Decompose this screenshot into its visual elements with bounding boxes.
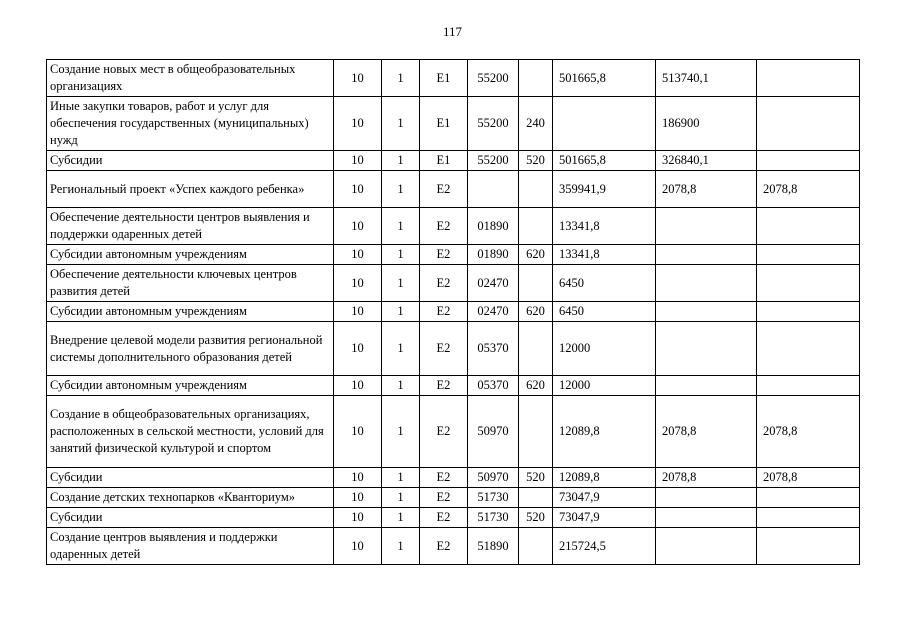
code-cell: 01890 xyxy=(468,208,519,245)
table-row xyxy=(47,151,860,171)
table-row xyxy=(47,322,860,376)
sum-year1-cell: 12000 xyxy=(553,322,656,376)
subsection-cell: 1 xyxy=(382,60,420,97)
sum-year1-cell xyxy=(553,97,656,151)
row-name: Обеспечение деятельности ключевых центров развития детей xyxy=(47,265,334,302)
program-cell: E1 xyxy=(420,97,468,151)
sum-year2-cell: 2078,8 xyxy=(656,171,757,208)
program-cell: E2 xyxy=(420,528,468,565)
program-cell: E2 xyxy=(420,508,468,528)
page-number: 117 xyxy=(442,24,463,39)
expense-type-cell: 620 xyxy=(519,376,553,396)
section-cell: 10 xyxy=(334,508,382,528)
subsection-cell: 1 xyxy=(382,508,420,528)
table-row xyxy=(47,60,860,97)
sum-year3-cell xyxy=(757,245,860,265)
expense-type-cell: 240 xyxy=(519,97,553,151)
row-name: Региональный проект «Успех каждого ребенка» xyxy=(47,171,334,208)
program-cell: E2 xyxy=(420,488,468,508)
sum-year3-cell xyxy=(757,265,860,302)
budget-table xyxy=(46,59,860,565)
row-name: Субсидии xyxy=(47,508,334,528)
program-cell: E2 xyxy=(420,376,468,396)
code-cell: 02470 xyxy=(468,302,519,322)
program-cell: E2 xyxy=(420,468,468,488)
section-cell: 10 xyxy=(334,322,382,376)
table-row xyxy=(47,508,860,528)
sum-year3-cell xyxy=(757,376,860,396)
program-cell: E2 xyxy=(420,396,468,468)
expense-type-cell xyxy=(519,171,553,208)
sum-year2-cell xyxy=(656,208,757,245)
code-cell: 50970 xyxy=(468,396,519,468)
sum-year1-cell: 12089,8 xyxy=(553,396,656,468)
sum-year3-cell: 2078,8 xyxy=(757,468,860,488)
section-cell: 10 xyxy=(334,376,382,396)
table-row xyxy=(47,488,860,508)
expense-type-cell xyxy=(519,488,553,508)
sum-year2-cell: 2078,8 xyxy=(656,396,757,468)
sum-year3-cell xyxy=(757,508,860,528)
row-name: Создание в общеобразовательных организациях, расположенных в сельской местности, условий для занятий физической культурой и спортом xyxy=(47,396,334,468)
sum-year1-cell: 13341,8 xyxy=(553,208,656,245)
row-name: Субсидии автономным учреждениям xyxy=(47,302,334,322)
program-cell: E2 xyxy=(420,302,468,322)
expense-type-cell xyxy=(519,396,553,468)
sum-year1-cell: 13341,8 xyxy=(553,245,656,265)
sum-year1-cell: 6450 xyxy=(553,302,656,322)
sum-year3-cell: 2078,8 xyxy=(757,171,860,208)
row-name: Создание новых мест в общеобразовательных организациях xyxy=(47,60,334,97)
code-cell xyxy=(468,171,519,208)
sum-year2-cell xyxy=(656,322,757,376)
subsection-cell: 1 xyxy=(382,322,420,376)
sum-year2-cell xyxy=(656,302,757,322)
sum-year2-cell xyxy=(656,488,757,508)
table-row xyxy=(47,396,860,468)
section-cell: 10 xyxy=(334,302,382,322)
sum-year2-cell xyxy=(656,508,757,528)
program-cell: E2 xyxy=(420,208,468,245)
section-cell: 10 xyxy=(334,396,382,468)
subsection-cell: 1 xyxy=(382,171,420,208)
sum-year3-cell xyxy=(757,208,860,245)
expense-type-cell: 520 xyxy=(519,151,553,171)
program-cell: E1 xyxy=(420,60,468,97)
expense-type-cell: 620 xyxy=(519,302,553,322)
row-name: Субсидии автономным учреждениям xyxy=(47,245,334,265)
expense-type-cell xyxy=(519,265,553,302)
program-cell: E2 xyxy=(420,265,468,302)
code-cell: 02470 xyxy=(468,265,519,302)
code-cell: 50970 xyxy=(468,468,519,488)
code-cell: 05370 xyxy=(468,376,519,396)
sum-year2-cell: 513740,1 xyxy=(656,60,757,97)
sum-year1-cell: 215724,5 xyxy=(553,528,656,565)
expense-type-cell: 520 xyxy=(519,508,553,528)
program-cell: E1 xyxy=(420,151,468,171)
section-cell: 10 xyxy=(334,245,382,265)
sum-year1-cell: 359941,9 xyxy=(553,171,656,208)
row-name: Субсидии xyxy=(47,468,334,488)
subsection-cell: 1 xyxy=(382,151,420,171)
section-cell: 10 xyxy=(334,171,382,208)
sum-year2-cell xyxy=(656,528,757,565)
section-cell: 10 xyxy=(334,60,382,97)
code-cell: 55200 xyxy=(468,60,519,97)
subsection-cell: 1 xyxy=(382,97,420,151)
subsection-cell: 1 xyxy=(382,302,420,322)
program-cell: E2 xyxy=(420,245,468,265)
expense-type-cell xyxy=(519,60,553,97)
sum-year2-cell xyxy=(656,376,757,396)
program-cell: E2 xyxy=(420,322,468,376)
table-row xyxy=(47,97,860,151)
sum-year3-cell xyxy=(757,488,860,508)
subsection-cell: 1 xyxy=(382,488,420,508)
section-cell: 10 xyxy=(334,468,382,488)
code-cell: 55200 xyxy=(468,151,519,171)
expense-type-cell xyxy=(519,208,553,245)
sum-year2-cell: 186900 xyxy=(656,97,757,151)
sum-year2-cell xyxy=(656,245,757,265)
row-name: Обеспечение деятельности центров выявления и поддержки одаренных детей xyxy=(47,208,334,245)
sum-year3-cell xyxy=(757,322,860,376)
sum-year1-cell: 12000 xyxy=(553,376,656,396)
code-cell: 51730 xyxy=(468,488,519,508)
sum-year3-cell xyxy=(757,302,860,322)
sum-year1-cell: 6450 xyxy=(553,265,656,302)
subsection-cell: 1 xyxy=(382,208,420,245)
table-row xyxy=(47,376,860,396)
row-name: Создание центров выявления и поддержки одаренных детей xyxy=(47,528,334,565)
row-name: Субсидии xyxy=(47,151,334,171)
sum-year3-cell xyxy=(757,97,860,151)
table-row xyxy=(47,302,860,322)
sum-year1-cell: 501665,8 xyxy=(553,151,656,171)
row-name: Субсидии автономным учреждениям xyxy=(47,376,334,396)
expense-type-cell xyxy=(519,528,553,565)
sum-year2-cell xyxy=(656,265,757,302)
subsection-cell: 1 xyxy=(382,528,420,565)
sum-year1-cell: 12089,8 xyxy=(553,468,656,488)
code-cell: 01890 xyxy=(468,245,519,265)
sum-year2-cell: 2078,8 xyxy=(656,468,757,488)
sum-year3-cell xyxy=(757,151,860,171)
sum-year1-cell: 73047,9 xyxy=(553,488,656,508)
subsection-cell: 1 xyxy=(382,396,420,468)
code-cell: 55200 xyxy=(468,97,519,151)
subsection-cell: 1 xyxy=(382,245,420,265)
section-cell: 10 xyxy=(334,97,382,151)
expense-type-cell xyxy=(519,322,553,376)
table-row xyxy=(47,171,860,208)
section-cell: 10 xyxy=(334,208,382,245)
code-cell: 05370 xyxy=(468,322,519,376)
section-cell: 10 xyxy=(334,265,382,302)
sum-year3-cell xyxy=(757,60,860,97)
sum-year3-cell xyxy=(757,528,860,565)
subsection-cell: 1 xyxy=(382,265,420,302)
sum-year1-cell: 73047,9 xyxy=(553,508,656,528)
section-cell: 10 xyxy=(334,528,382,565)
code-cell: 51890 xyxy=(468,528,519,565)
table-row xyxy=(47,245,860,265)
table-row xyxy=(47,468,860,488)
row-name: Внедрение целевой модели развития региональной системы дополнительного образования детей xyxy=(47,322,334,376)
subsection-cell: 1 xyxy=(382,376,420,396)
row-name: Иные закупки товаров, работ и услуг для обеспечения государственных (муниципальных) нужд xyxy=(47,97,334,151)
table-row xyxy=(47,265,860,302)
expense-type-cell: 620 xyxy=(519,245,553,265)
table-row xyxy=(47,528,860,565)
program-cell: E2 xyxy=(420,171,468,208)
table-row xyxy=(47,208,860,245)
section-cell: 10 xyxy=(334,488,382,508)
sum-year3-cell: 2078,8 xyxy=(757,396,860,468)
row-name: Создание детских технопарков «Кванториум» xyxy=(47,488,334,508)
sum-year1-cell: 501665,8 xyxy=(553,60,656,97)
code-cell: 51730 xyxy=(468,508,519,528)
subsection-cell: 1 xyxy=(382,468,420,488)
sum-year2-cell: 326840,1 xyxy=(656,151,757,171)
section-cell: 10 xyxy=(334,151,382,171)
expense-type-cell: 520 xyxy=(519,468,553,488)
